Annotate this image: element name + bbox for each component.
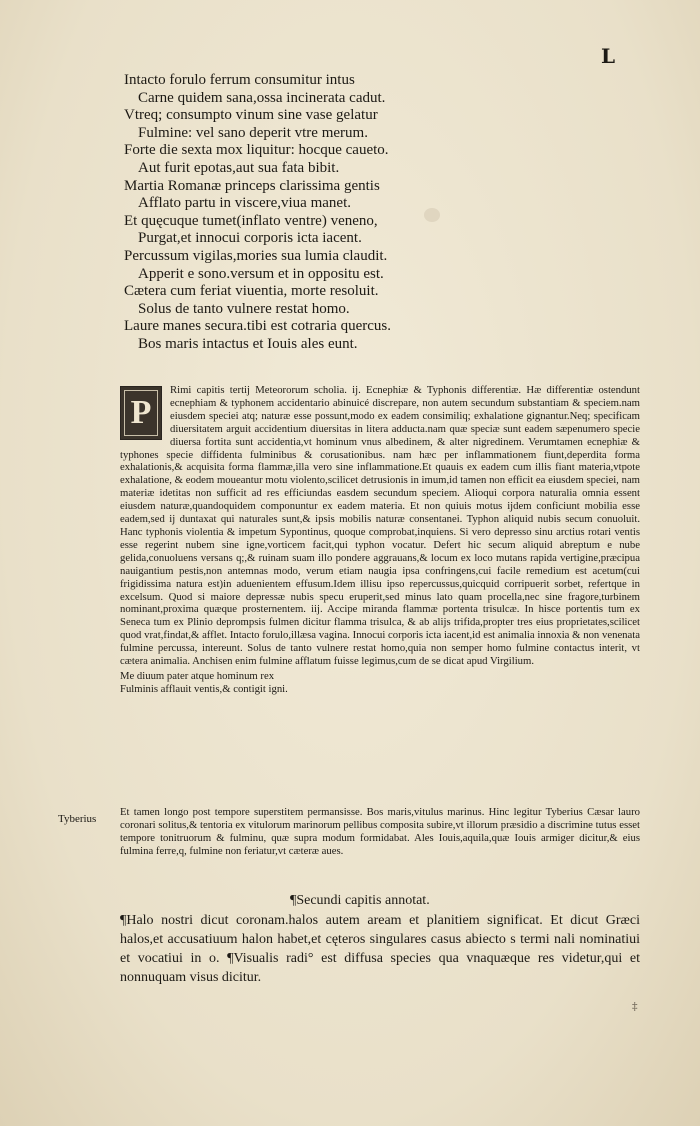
poem-line: Fulmine: vel sano deperit vtre merum. bbox=[138, 124, 368, 141]
signature-mark: ‡ bbox=[632, 1000, 638, 1013]
scholia-block bbox=[120, 384, 640, 696]
quoted-verse bbox=[120, 670, 640, 696]
poem-line: Solus de tanto vulnere restat homo. bbox=[138, 300, 350, 317]
poem-line: Purgat,et innocui corporis icta iacent. bbox=[138, 230, 362, 247]
folio-number: L bbox=[600, 44, 616, 68]
paper-stain bbox=[424, 208, 440, 222]
poem-line: Vtreq; consumpto vinum sine vase gelatur bbox=[124, 107, 378, 124]
poem-line: Apperit e sono.versum et in oppositu est. bbox=[138, 265, 384, 282]
verse-line: Me diuum pater atque hominum rex bbox=[120, 669, 275, 682]
verse-line: Fulminis afflauit ventis,& contigit igni. bbox=[120, 682, 288, 695]
poem-line: Forte die sexta mox liquitur: hocque caueto. bbox=[124, 142, 389, 159]
poem-line: Intacto forulo ferrum consumitur intus bbox=[124, 72, 355, 88]
poem-line: Bos maris intactus et Iouis ales eunt. bbox=[138, 335, 358, 352]
poem-line: Aut furit epotas,aut sua fata bibit. bbox=[138, 159, 340, 176]
annotation-paragraph: ¶Halo nostri dicut coronam.halos autem aream et planitiem significat. Et dicut Græci halos,et accusatiuum halon habet,et cęteros singulares casus abiecto s termi nali nominatiui et vocatiui in o. ¶Visualis radi° est diffusa species qua vnaquæque res videtur,qui et nonnuquam visus dicitur. bbox=[120, 913, 640, 985]
poem-line: Cætera cum feriat viuentia, morte resoluit. bbox=[124, 283, 379, 300]
scholia-text: Rimi capitis tertij Meteororum scholia. ij. Ecnephiæ & Typhonis differentiæ. Hæ differentiæ ostendunt ecnephiam & typhonem accidentario abinuicé discrepare, non autem secundum substantiam & speciem.nam eiusdem speciei atq; naturæ esse possunt,modo ex eadem consimiliq; exhalatione gignantur.Neq; specificam diuersitatem arguit accidentium diuersitas in litera adducta.nam quæ speciæ sunt eadem sæpenumero specie diuersa fortita sunt accidentia,vt hominum vnus albedinem, & alter nigredinem. Verumtamen ecnephiæ & typhones specie diffidenta fulminibus & corusationibus. nam hæc per inflammationem fiunt,deperdita forma exhalationis,& acquisita forma flammæ,illa vero sine inflammatione.Et quauis ex eadem cum illis fiant materia,vtpote exhalatione, & eodem moueantur motu violento,scilicet detrusionis in imum,id tamen non efficit ea eiusdem speciei, nam materiæ idetitas non sufficit ad res efficiundas easdem secundum speciem. Alioqui corpora naturalia omnia essent eiusdem naturæ,quandoquidem componuntur ex eadem materia. Et non quiuis motus ijdem conficiunt mobilia esse eadem,sed ij duntaxat qui naturales sunt,& ipsis mobilis naturæ consentanei. Typhon aliquid nubis secum conuoluit. Hanc typhonis violentia & impetum Sypontinus, quoque comprobat,inquiens. Si vero depresso sinu arctius rotari ventis esse regerint nubem sine igne,vorticem facit,qui typhon vocatur. Defert hic secum aliquid abreptum e nube gelida,conuoluens versans q;,& ruinam suam illo pondere aggrauans,& locum ex loco mutans rapida vertigine,præcipua nauigantium pestis,non antemnas modo, verum etiam naugia ipsa confringens,cui facile remedium est acetum(cui frigidissima natura est)in aduenientem effusum.Idem illisu ipso repercussus,quicquid corripuerit sorbet, refertque in excelsum. Quod si maiore depressæ nubis specu eruperit,sed minus lato quam procella,nec sine fragore,turbinem nominant,proxima quæque prosternentem. iij. Accipe miranda flammæ portenta trisulcæ. In hisce portentis tum ex Seneca tum ex Plinio deprompsis fulmen dicitur flamma trisulca, & ab alijs trifida,propter tres eius proprietates,scilicet quod vrat,findat,& afflet. Intacto forulo,illæsa vagina. Innocui corporis icta iacent,id est animalia innoxia & non venenata fulmine percussa, intereunt. Solus de tanto vulnere restat homo,quia non semper homo fulmine contactus interit, vt cætera animalia. Anchisen enim fulmine afflatum fuisse legimus,cum de se dicat apud Virgilium. bbox=[120, 384, 640, 668]
poem-line: Laure manes secura.tibi est cotraria quercus. bbox=[124, 318, 391, 335]
poem-line: Martia Romanæ princeps clarissima gentis bbox=[124, 177, 380, 194]
margin-note: Tyberius bbox=[58, 813, 97, 825]
poem-line: Carne quidem sana,ossa incinerata cadut. bbox=[138, 89, 386, 106]
poem-block bbox=[124, 72, 424, 354]
decorated-initial bbox=[120, 386, 162, 440]
poem-line: Et quęcuque tumet(inflato ventre) veneno, bbox=[124, 212, 378, 229]
poem-line: Afflato partu in viscere,viua manet. bbox=[138, 195, 351, 212]
section-heading: ¶Secundi capitis annotat. bbox=[290, 893, 430, 908]
tyberius-paragraph: Et tamen longo post tempore superstitem permansisse. Bos maris,vitulus marinus. Hinc legitur Tyberius Cæsar lauro coronari solitus,& tentoria ex vitulorum marinorum pellibus composita subire,vt illorum præsidio a discrimine tutus esset tempore tonitruorum & fulminu, quæ supra modum formidabat. Ales Iouis,aquila,quæ Iouis armiger dicitur,& eius fulmina ferre,q, fulmine non feriatur,vt cæteræ aues. bbox=[120, 806, 640, 857]
poem-line: Percussum vigilas,mories sua lumia claudit. bbox=[124, 247, 388, 264]
dropcap-letter: P bbox=[124, 390, 158, 436]
